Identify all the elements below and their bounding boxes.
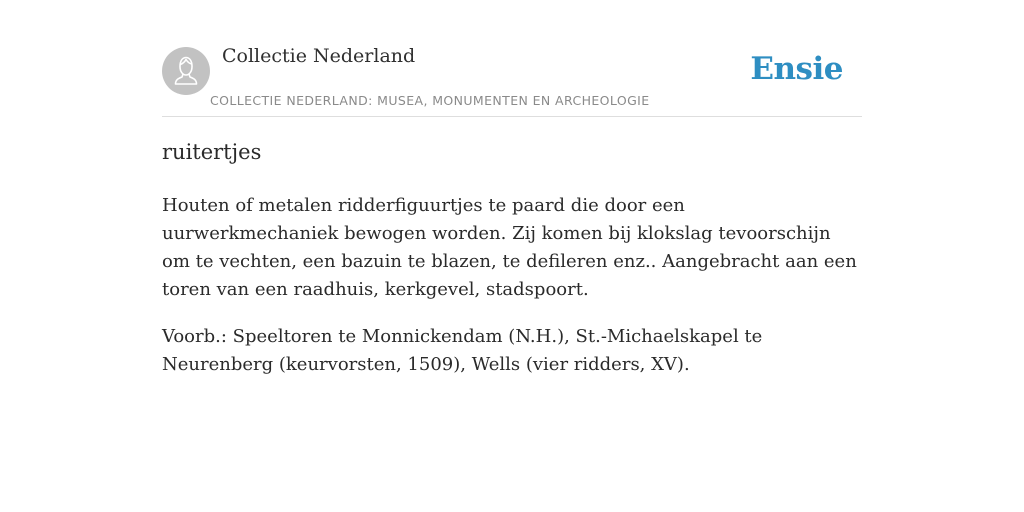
author-avatar[interactable] (162, 47, 210, 95)
entry-card (162, 0, 862, 512)
author-name[interactable]: Collectie Nederland (222, 45, 416, 67)
entry-header (162, 0, 862, 117)
entry-paragraph: Houten of metalen ridderfiguurtjes te paard die door een uurwerkmechaniek bewogen worden. Zij komen bij klokslag tevoorschijn om te vechten, een bazuin te blazen, te defileren enz.. Aangebracht aan een toren van een raadhuis, kerkgevel, stadspoort. (162, 195, 857, 300)
entry-body (162, 192, 862, 398)
entry-title: ruitertjes (162, 140, 262, 164)
source-subtitle[interactable]: COLLECTIE NEDERLAND: MUSEA, MONUMENTEN EN ARCHEOLOGIE (210, 93, 650, 108)
entry-paragraph: Voorb.: Speeltoren te Monnickendam (N.H.), St.-Michaelskapel te Neurenberg (keurvorsten, 1509), Wells (vier ridders, XV). (162, 326, 763, 375)
brand-logo[interactable]: Ensie (750, 51, 843, 87)
user-silhouette-icon (162, 47, 210, 95)
